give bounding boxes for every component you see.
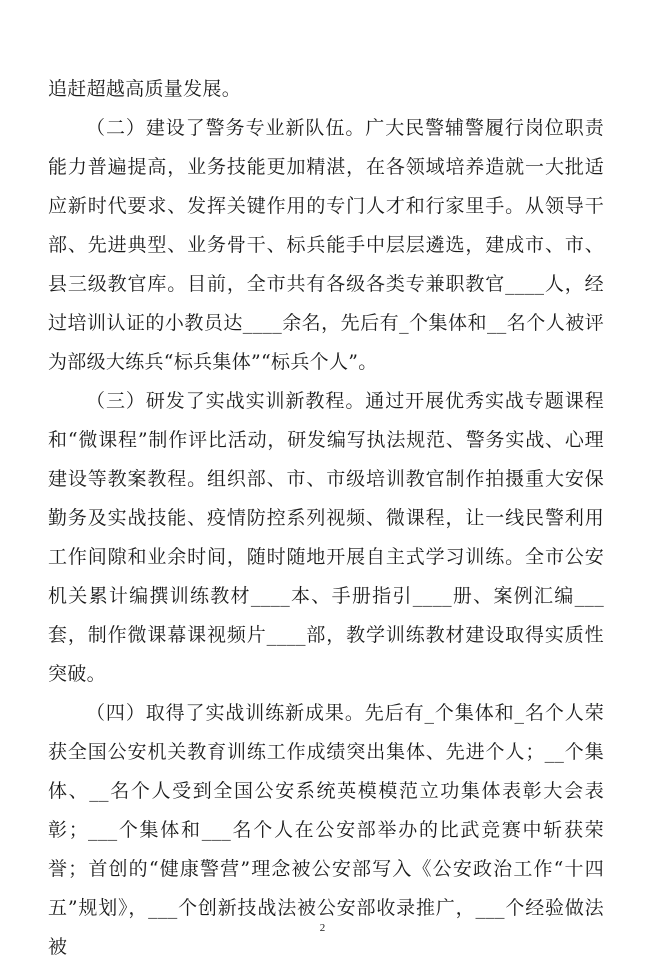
paragraph-continuation: 追赶超越高质量发展。 xyxy=(48,78,242,100)
paragraph-section-3: （三）研发了实战实训新教程。通过开展优秀实战专题课程和“微课程”制作评比活动，研发编写执法规范、警务实战、心理建设等教案教程。组织部、市、市级培训教官制作拍摄重大安保勤务及实战技能、疫情防控系列视频、微课程，让一线民警利用工作间隙和业余时间，随时随地开展自主式学习训练。全市公安机关累计编撰训练教材____本、手册指引____册、案例汇编___套，制作微课幕课视频片____部，教学训练教材建设取得实质性突破。 xyxy=(48,390,604,685)
page-number: 2 xyxy=(319,922,326,934)
paragraph-section-2: （二）建设了警务专业新队伍。广大民警辅警履行岗位职责能力普遍提高，业务技能更加精湛，在各领域培养造就一大批适应新时代要求、发挥关键作用的专门人才和行家里手。从领导干部、先进典型、业务骨干、标兵能手中层层遴选，建成市、市、县三级教官库。目前，全市共有各级各类专兼职教官____人，经过培训认证的小教员达____余名，先后有_个集体和__名个人被评为部级大练兵“标兵集体”“标兵个人”。 xyxy=(48,117,604,373)
document-body xyxy=(48,70,604,967)
paragraph-section-4: （四）取得了实战训练新成果。先后有_个集体和_名个人荣获全国公安机关教育训练工作成绩突出集体、先进个人；__个集体、__名个人受到全国公安系统英模模范立功集体表彰大会表彰；___个集体和___名个人在公安部举办的比武竞赛中斩获荣誉；首创的“健康警营”理念被公安部写入《公安政治工作“十四五”规划》，___个创新技战法被公安部收录推广，___个经验做法被 xyxy=(48,702,604,958)
